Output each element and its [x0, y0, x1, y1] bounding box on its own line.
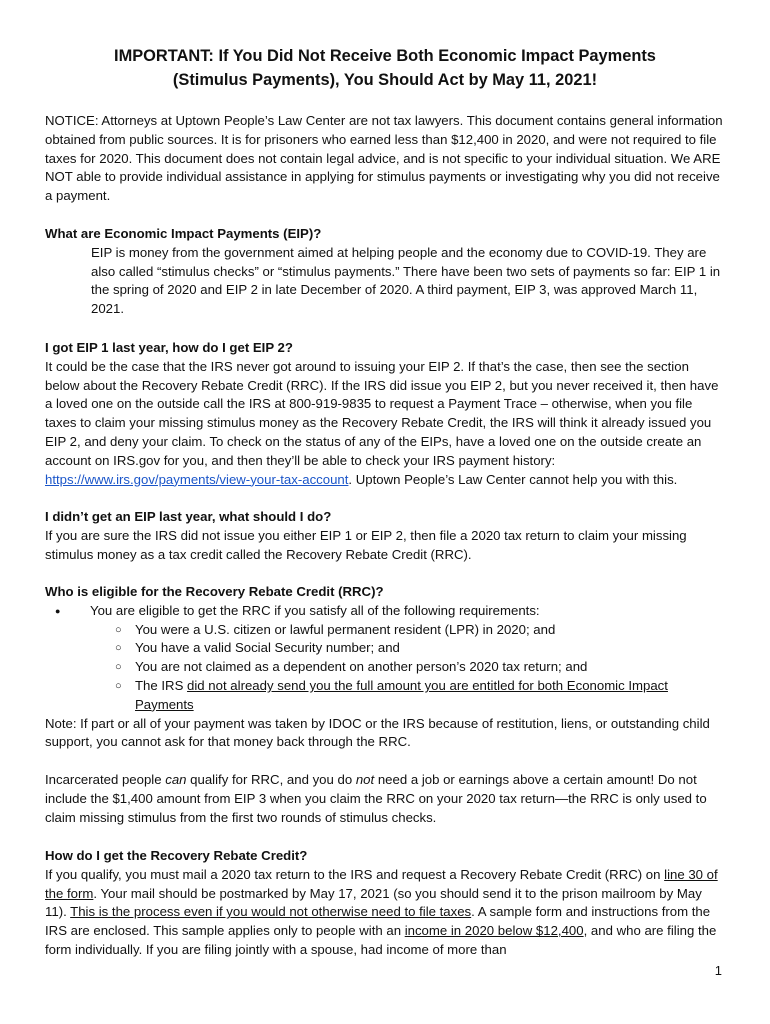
section-body — [45, 866, 727, 960]
section-eligibility — [45, 583, 727, 752]
irs-account-link[interactable]: https://www.irs.gov/payments/view-your-tax-account — [45, 471, 349, 487]
text: If you qualify, you must mail a 2020 tax return to the IRS and request a Recovery Rebate Credit (RRC) on — [45, 866, 665, 882]
emphasis-not: not — [355, 772, 375, 787]
section-what-is-eip — [45, 225, 727, 319]
eligibility-list — [45, 602, 727, 621]
list-item: ○ You are not claimed as a dependent on another person’s 2020 tax return; and — [45, 658, 727, 677]
text: Incarcerated people — [45, 772, 166, 787]
section-heading: How do I get the Recovery Rebate Credit? — [45, 848, 308, 863]
underlined-text: line 30 of the form — [45, 866, 718, 901]
section-body — [45, 358, 727, 490]
section-how-to-get-rrc — [45, 847, 727, 960]
list-item — [45, 602, 727, 621]
item-underlined-text: did not already send you the full amount you are entitled for both Economic Impact Payments — [135, 677, 668, 712]
page-number: 1 — [714, 963, 722, 978]
section-body: If you are sure the IRS did not issue you either EIP 1 or EIP 2, then file a 2020 tax return to claim your missing stimulus money as a tax credit called the Recovery Rebate Credit (RRC). — [45, 527, 687, 562]
note-paragraph: Note: If part or all of your payment was taken by IDOC or the IRS because of restitution, liens, or outstanding child support, you cannot ask for that money back through the RRC. — [45, 715, 710, 750]
title-line-1: IMPORTANT: If You Did Not Receive Both Economic Impact Payments — [114, 47, 656, 65]
section-eip2 — [45, 339, 727, 489]
notice-paragraph: NOTICE: Attorneys at Uptown People’s Law Center are not tax lawyers. This document contains general information obtained from public sources. It is for prisoners who earned less than $12,400 in 2020, and were not required to file taxes for 2020. This document does not contain legal advice, and is not specific to your individual situation. We ARE NOT able to provide individual assistance in applying for stimulus payments or investigating why you did not receive a payment. — [45, 113, 723, 204]
section-heading: Who is eligible for the Recovery Rebate Credit (RRC)? — [45, 584, 384, 599]
section-heading: I got EIP 1 last year, how do I get EIP 2? — [45, 340, 293, 355]
text: , and who are filing the form individually. If you are filing jointly with a spouse, had income of more than — [45, 923, 717, 957]
title-line-2: (Stimulus Payments), You Should Act by May 11, 2021! — [172, 71, 598, 89]
item-text: The IRS — [135, 677, 188, 693]
text: need a job or earnings above a certain amount! Do not include the $1,400 amount from EIP 3 when you claim the RRC on your 2020 tax return—the RRC is only used to claim missing stimulus from the first two rounds of stimulus checks. — [45, 772, 707, 825]
emphasis-can: can — [165, 772, 187, 787]
requirements-list — [45, 621, 727, 715]
section-heading: What are Economic Impact Payments (EIP)? — [45, 226, 322, 241]
section-no-eip — [45, 508, 727, 564]
list-item: ○ You have a valid Social Security number; and — [45, 639, 727, 658]
text: . A sample form and instructions from the IRS are enclosed. This sample applies only to people with an — [45, 904, 711, 939]
body-text: It could be the case that the IRS never got around to issuing your EIP 2. If that’s the case, then see the section below about the Recovery Rebate Credit (RRC). If the IRS did issue you EIP 2, but you never received it, then have a loved one on the outside call the IRS at 800-919-9835 to request a Payment Trace – otherwise, when you file taxes to claim your missing stimulus money as the Recovery Rebate Credit, the IRS will think it already issued you EIP 2, and deny your claim. To check on the status of any of the EIPs, have a loved one on the outside create an account on IRS.gov for you, and then they’ll be able to check your IRS payment history: — [45, 358, 719, 468]
text: qualify for RRC, and you do — [186, 772, 356, 787]
body-text-end: . Uptown People’s Law Center cannot help you with this. — [348, 471, 678, 487]
text: . Your mail should be postmarked by May 17, 2021 (so you should send it to the prison mailroom by May 11). — [45, 885, 702, 920]
list-item — [45, 677, 727, 715]
underlined-text: income in 2020 below $12,400 — [404, 923, 584, 939]
page-title — [40, 44, 730, 92]
bullet-text: You are eligible to get the RRC if you satisfy all of the following requirements: — [90, 602, 540, 618]
underlined-text: This is the process even if you would not otherwise need to file taxes — [70, 904, 472, 920]
incarcerated-paragraph — [45, 771, 727, 827]
list-item: ○ You were a U.S. citizen or lawful permanent resident (LPR) in 2020; and — [45, 621, 727, 640]
section-body: EIP is money from the government aimed at helping people and the economy due to COVID-19. They are also called “stimulus checks” or “stimulus payments.” There have been two sets of payments so far: EIP 1 in the spring of 2020 and EIP 2 in late December of 2020. A third payment, EIP 3, was approved March 11, 2021. — [91, 244, 721, 317]
section-heading: I didn’t get an EIP last year, what should I do? — [45, 509, 332, 524]
